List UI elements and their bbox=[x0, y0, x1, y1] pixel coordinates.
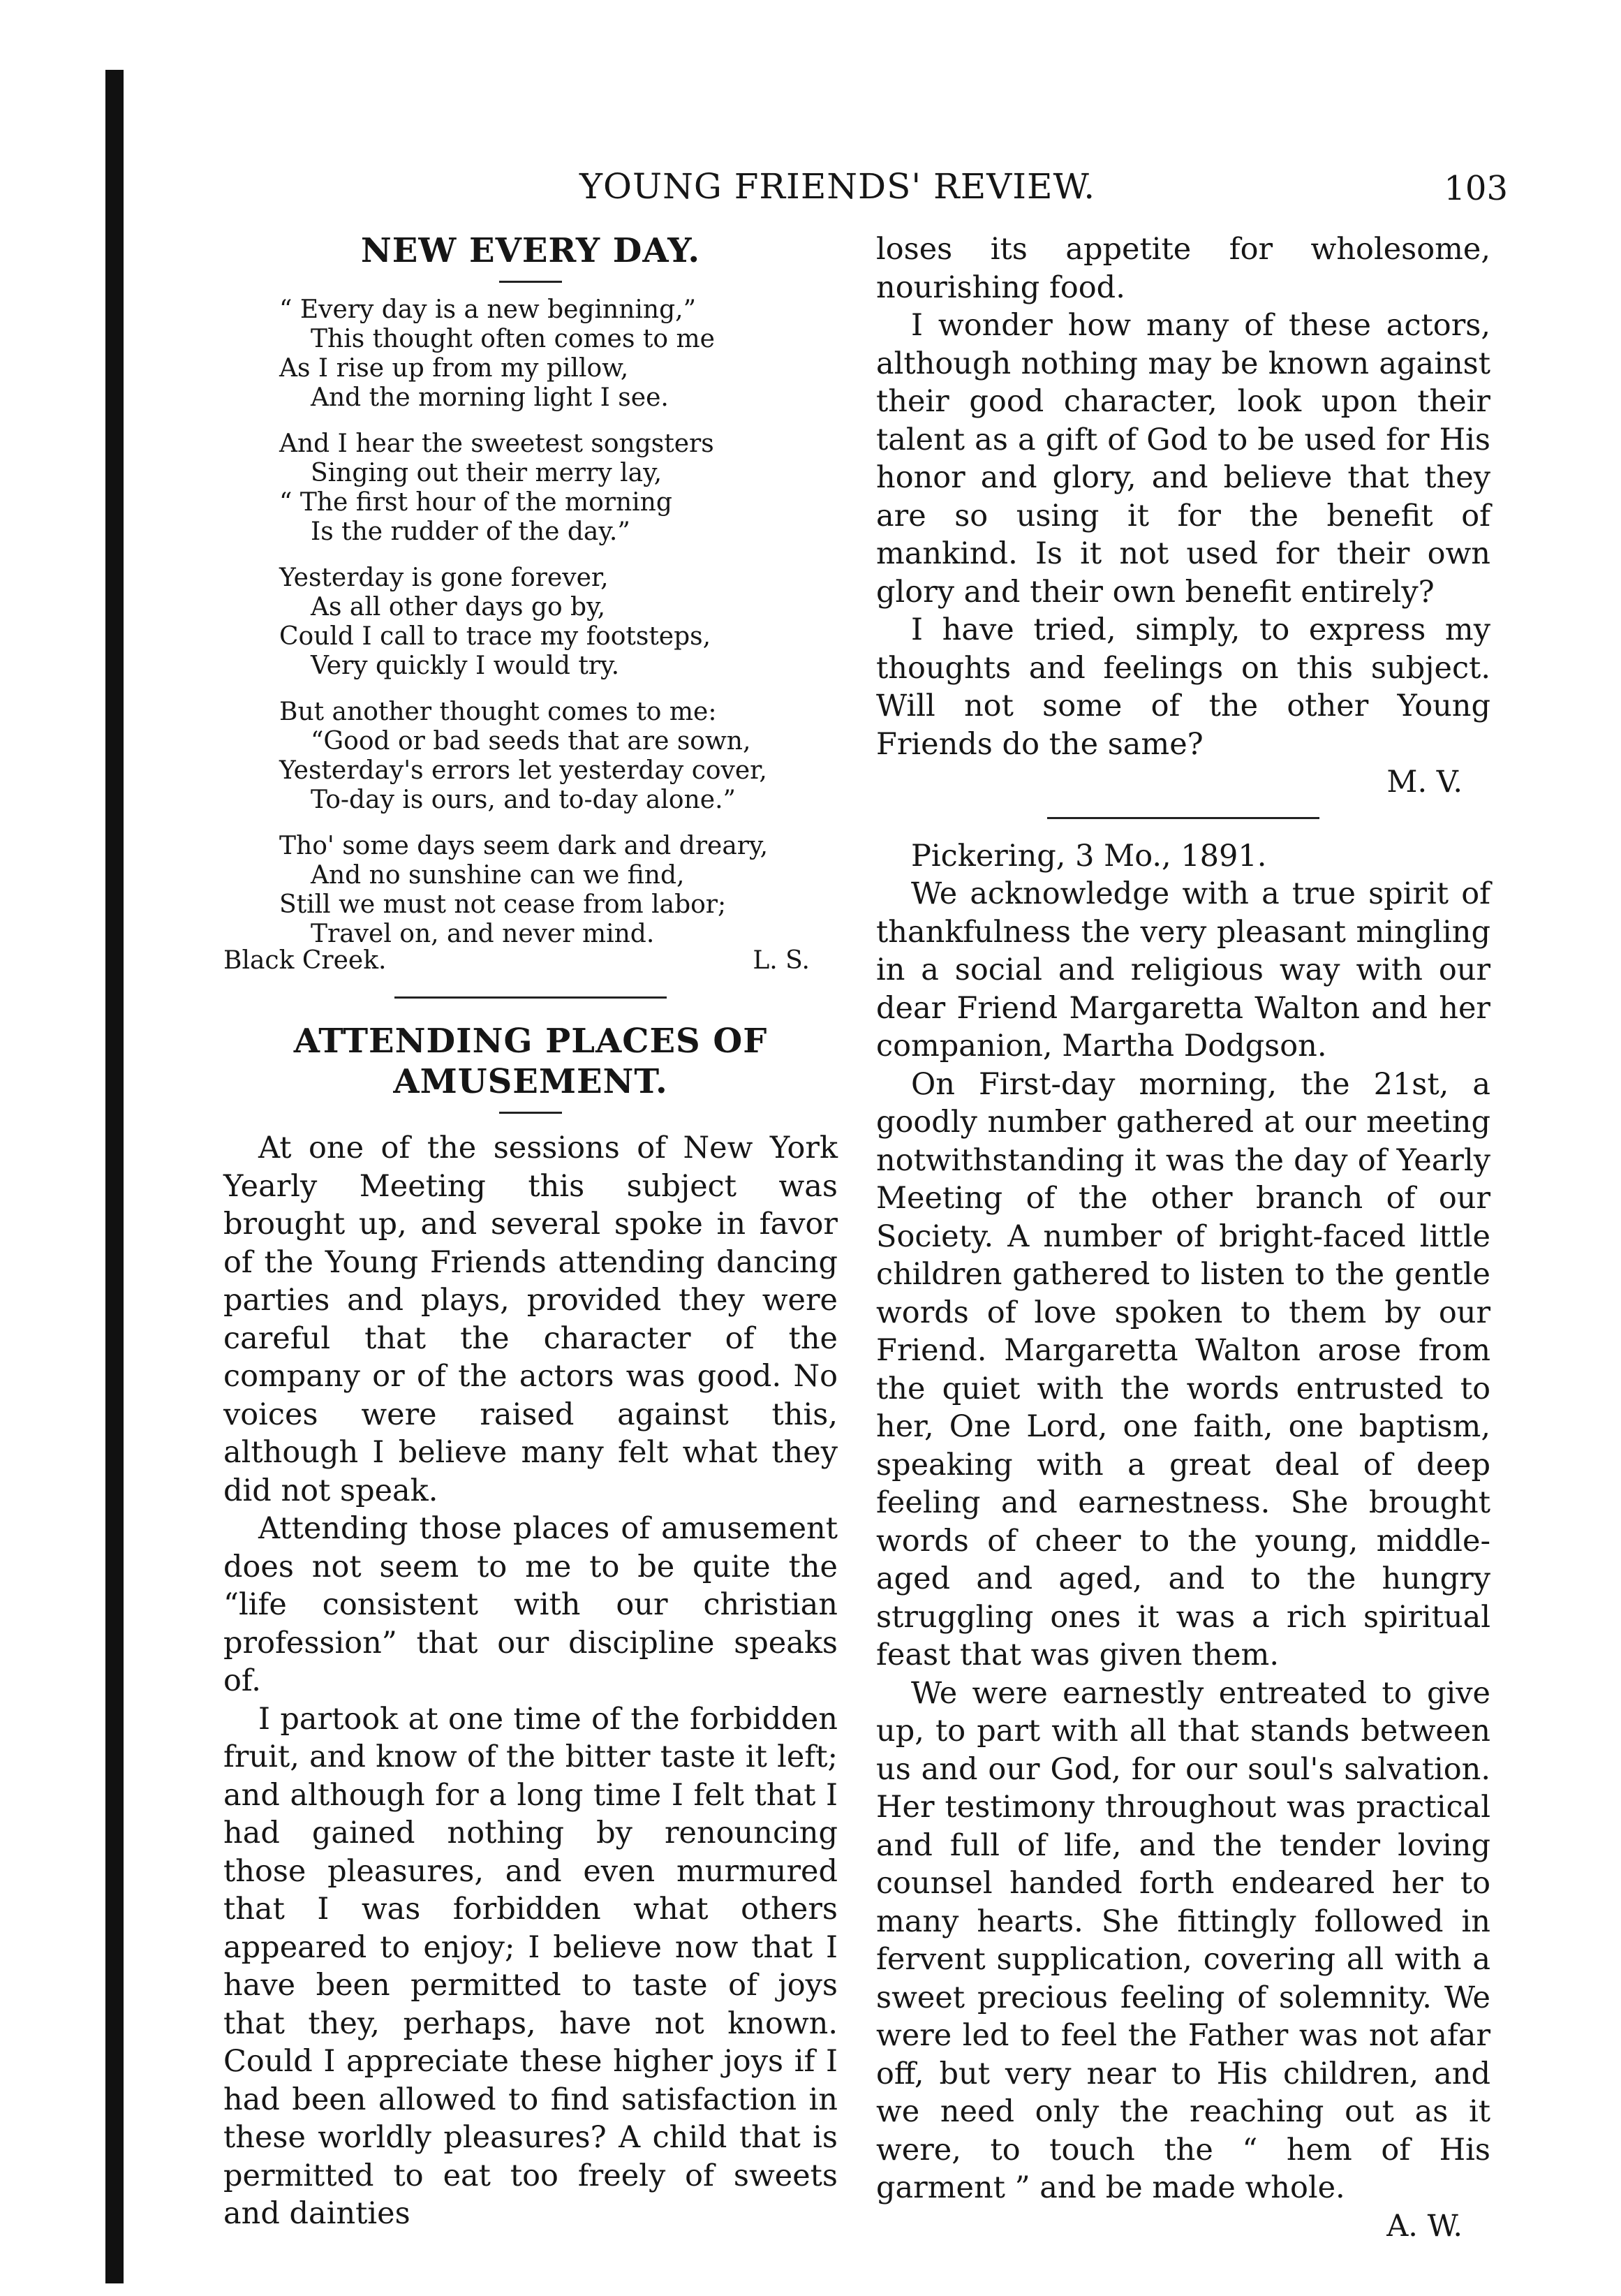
article-continuation bbox=[876, 230, 1490, 802]
poem-line: Still we must not cease from labor; bbox=[279, 890, 727, 919]
report-body bbox=[876, 837, 1490, 2246]
running-title: YOUNG FRIENDS' REVIEW. bbox=[579, 166, 1096, 207]
report-paragraph: We acknowledge with a true spirit of thankfulness the very pleasant mingling in a social and religious way with our dear Friend Margaretta Walton and her companion, Martha Dodgson. bbox=[876, 876, 1490, 1064]
section-divider bbox=[1047, 817, 1319, 819]
poem-line: “ Every day is a new beginning,” bbox=[279, 295, 697, 324]
article-paragraph: I partook at one time of the forbidden fruit, and know of the bitter taste it left; and although for a long time I felt that I had gained nothing by renouncing those pleasures, and even murmured that I was forbidden what others appeared to enjoy; I believe now that I have been permitted to taste of joys that they, perhaps, have not known. Could I appreciate these higher joys if I had been allowed to find satisfaction in these worldly pleasures? A child that is permitted to eat too freely of sweets and dainties bbox=[223, 1701, 838, 2231]
poem-line: As all other days go by, bbox=[311, 593, 606, 621]
poem-line: Tho' some days seem dark and dreary, bbox=[279, 832, 769, 860]
poem-author: L. S. bbox=[753, 946, 810, 975]
poem-line: And I hear the sweetest songsters bbox=[279, 429, 714, 458]
article-signature: M. V. bbox=[1386, 765, 1463, 800]
poem-stanza bbox=[279, 429, 838, 547]
poem-line: “Good or bad seeds that are sown, bbox=[311, 727, 751, 756]
report-paragraph: We were earnestly entreated to give up, to part with all that stands between us and our God, for our soul's salvation. Her testimony throughout was practical and full of life, and the tender loving counsel handed forth endeared her to many hearts. She fittingly followed in fervent supplication, covering all with a sweet precious feeling of solemnity. We were led to feel the Father was not afar off, but very near to His children, and we need only the reaching out as it were, to touch the “ hem of His garment ” and be made whole. bbox=[876, 1675, 1490, 2205]
page-binding-edge bbox=[105, 70, 124, 2283]
report-dateline: Pickering, 3 Mo., 1891. bbox=[911, 838, 1267, 874]
poem-place: Black Creek. bbox=[223, 946, 387, 975]
poem-line: And no sunshine can we find, bbox=[311, 861, 685, 890]
poem-stanza bbox=[279, 564, 838, 681]
title-divider bbox=[499, 281, 562, 283]
article-paragraph: Attending those places of amusement does not seem to me to be quite the “life consistent with our christian profession” that our discipline speaks of. bbox=[223, 1511, 838, 1698]
poem-line: Travel on, and never mind. bbox=[311, 920, 655, 948]
article-paragraph: I have tried, simply, to express my thoughts and feelings on this subject. Will not some of the other Young Friends do the same? bbox=[876, 612, 1490, 762]
right-column bbox=[876, 230, 1490, 2245]
poem-line: Yesterday's errors let yesterday cover, bbox=[279, 756, 767, 785]
article-paragraph: At one of the sessions of New York Yearly Meeting this subject was brought up, and several spoke in favor of the Young Friends attending dancing parties and plays, provided they were careful that the character of the company or of the actors was good. No voices were raised against this, although I believe many felt what they did not speak. bbox=[223, 1131, 838, 1508]
section-divider bbox=[394, 996, 667, 999]
left-column bbox=[223, 230, 838, 2233]
article-signoff bbox=[876, 763, 1490, 802]
article-title-line-2: AMUSEMENT. bbox=[393, 1062, 668, 1101]
report-signature: A. W. bbox=[1386, 2208, 1463, 2244]
poem-line: Could I call to trace my footsteps, bbox=[279, 622, 711, 651]
poem-line: To-day is ours, and to-day alone.” bbox=[311, 786, 736, 814]
poem-line: As I rise up from my pillow, bbox=[279, 354, 629, 383]
title-divider bbox=[499, 1112, 562, 1114]
report-paragraph: On First-day morning, the 21st, a goodly number gathered at our meeting notwithstanding it was the day of Yearly Meeting of the other branch of our Society. A number of bright-faced little children gathered to listen to the gentle words of love spoken to them by our Friend. Margaretta Walton arose from the quiet with the words entrusted to her, One Lord, one faith, one baptism, speaking with a great deal of deep feeling and earnestness. She brought words of cheer to the young, middle-aged and aged, and to the hungry struggling ones it was a rich spiritual feast that was given them. bbox=[876, 1066, 1490, 1672]
poem-line: But another thought comes to me: bbox=[279, 698, 717, 726]
poem-line: Is the rudder of the day.” bbox=[311, 517, 630, 546]
report-signoff bbox=[876, 2207, 1490, 2246]
poem-stanza bbox=[279, 698, 838, 815]
article-title-line-1: ATTENDING PLACES OF bbox=[293, 1022, 768, 1061]
poem-line: Yesterday is gone forever, bbox=[279, 564, 609, 592]
poem-stanza bbox=[279, 295, 838, 413]
poem-line: “ The first hour of the morning bbox=[279, 488, 672, 517]
poem-body bbox=[223, 295, 838, 949]
poem-stanza bbox=[279, 832, 838, 949]
poem-line: Very quickly I would try. bbox=[311, 652, 620, 680]
page-number: 103 bbox=[1444, 169, 1508, 208]
poem-signature bbox=[223, 946, 838, 976]
poem-title: NEW EVERY DAY. bbox=[360, 231, 701, 270]
article-body bbox=[223, 1129, 838, 2233]
article-paragraph: loses its appetite for wholesome, nourishing food. bbox=[876, 232, 1490, 305]
article-paragraph: I wonder how many of these actors, although nothing may be known against their good character, look upon their talent as a gift of God to be used for His honor and glory, and believe that they are so using it for the benefit of mankind. Is it not used for their own glory and their own benefit entirely? bbox=[876, 308, 1490, 610]
poem-line: And the morning light I see. bbox=[311, 383, 669, 412]
poem-line: This thought often comes to me bbox=[311, 325, 715, 353]
page-header bbox=[209, 166, 1508, 222]
poem-line: Singing out their merry lay, bbox=[311, 459, 663, 487]
